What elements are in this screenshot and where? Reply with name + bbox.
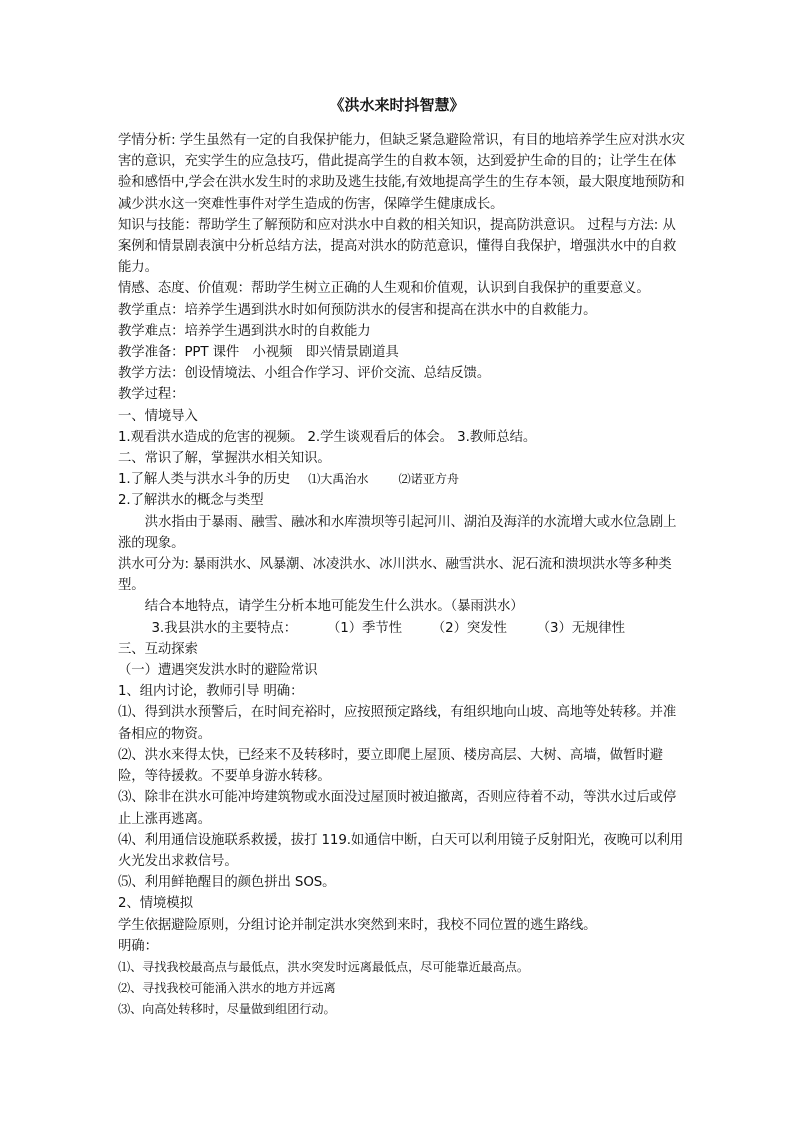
clarify-heading: 明确：: [118, 938, 158, 954]
section-2-heading: 二、常识了解，掌握洪水相关知识。: [118, 451, 331, 467]
teaching-focus: 教学重点：培养学生遇到洪水时如何预防洪水的侵害和提高在洪水中的自救能力。: [118, 302, 597, 318]
teaching-prep: 教学准备：PPT 课件 小视频 即兴情景剧道具: [118, 345, 399, 361]
section-1-content: 1.观看洪水造成的危害的视频。 2.学生谈观看后的体会。 3.教师总结。: [118, 429, 537, 445]
subsection-1-heading: （一）遭遇突发洪水时的避险常识: [118, 663, 318, 679]
section-1-heading: 一、情境导入: [118, 408, 198, 424]
concept-heading: 2.了解洪水的概念与类型: [118, 493, 264, 509]
history-line: [118, 469, 688, 490]
knowledge-skills: 知识与技能：帮助学生了解预防和应对洪水中自救的相关知识，提高防洪意识。 过程与方法: 从案例和情景剧表演中分析总结方法，提高对洪水的防范意识，懂得自我保护，增强洪水中的自救能力。: [118, 217, 677, 276]
emotion-values: 情感、态度、价值观：帮助学生树立正确的人生观和价值观，认识到自我保护的重要意义。: [118, 281, 650, 297]
local-features-label: 3.我县洪水的主要特点：: [151, 620, 297, 636]
tip-1: ⑴、得到洪水预警后，在时间充裕时，应按照预定路线，有组织地向山坡、高地等处转移。并准备相应的物资。: [118, 705, 677, 742]
tip-2: ⑵、洪水来得太快，已经来不及转移时，要立即爬上屋顶、楼房高层、大树、高墙，做暂时避险，等待援救。不要单身游水转移。: [118, 747, 663, 785]
route-3: ⑶、向高处转移时，尽量做到组团行动。: [118, 1002, 336, 1017]
simulation-heading: 2、情境模拟: [118, 896, 193, 912]
tip-4: ⑷、利用通信设施联系救援，拔打 119.如通信中断，白天可以利用镜子反射阳光，夜晚可以利用火光发出求救信号。: [118, 832, 684, 869]
doc-body: [118, 130, 688, 1021]
feature-sudden: （2）突发性: [431, 620, 507, 636]
tip-3: ⑶、除非在洪水可能冲垮建筑物或水面没过屋顶时被迫撤离，否则应待着不动，等洪水过后或停止上涨再逃离。: [118, 790, 677, 827]
feature-irregular: （3）无规律性: [536, 620, 625, 636]
route-2: ⑵、寻找我校可能涌入洪水的地方并远离: [118, 981, 336, 996]
flood-types: 洪水可分为: 暴雨洪水、风暴潮、冰凌洪水、冰川洪水、融雪洪水、泥石流和溃坝洪水等多种类型。: [118, 557, 672, 594]
simulation-task: 学生依据避险原则，分组讨论并制定洪水突然到来时，我校不同位置的逃生路线。: [118, 917, 597, 933]
history-item-1: ⑴大禹治水: [308, 472, 369, 487]
flood-definition: 洪水指由于暴雨、融雪、融冰和水库溃坝等引起河川、湖泊及海洋的水流增大或水位急剧上涨的现象。: [118, 514, 677, 551]
feature-seasonal: （1）季节性: [326, 620, 402, 636]
history-item-2: ⑵诺亚方舟: [398, 472, 459, 487]
history-label: 1.了解人类与洪水斗争的历史: [118, 472, 291, 488]
local-features-line: [118, 618, 688, 639]
section-3-heading: 三、互动探索: [118, 641, 198, 657]
teaching-difficulty: 教学难点：培养学生遇到洪水时的自救能力: [118, 323, 371, 339]
group-discussion: 1、组内讨论，教师引导 明确：: [118, 684, 304, 700]
tip-5: ⑸、利用鲜艳醒目的颜色拼出 SOS。: [118, 875, 336, 891]
teaching-process: 教学过程：: [118, 387, 185, 403]
teaching-methods: 教学方法：创设情境法、小组合作学习、评价交流、总结反馈。: [118, 366, 491, 382]
doc-title: 《洪水来时抖智慧》: [329, 96, 465, 114]
local-analysis: 结合本地特点，请学生分析本地可能发生什么洪水。（暴雨洪水）: [144, 599, 524, 615]
route-1: ⑴、寻找我校最高点与最低点，洪水突发时远离最低点，尽可能靠近最高点。: [118, 959, 529, 974]
learning-analysis: 学情分析: 学生虽然有一定的自我保护能力，但缺乏紧急避险常识，有目的地培养学生应对洪水灾害的意识，充实学生的应急技巧，借此提高学生的自救本领，达到爱护生命的目的；让学生在体验和感悟中,学会在洪水发生时的求助及逃生技能,有效地提高学生的生存本领，最大限度地预防和减少洪水这一突难性事件对学生造成的伤害，保障学生健康成长。: [118, 133, 685, 212]
